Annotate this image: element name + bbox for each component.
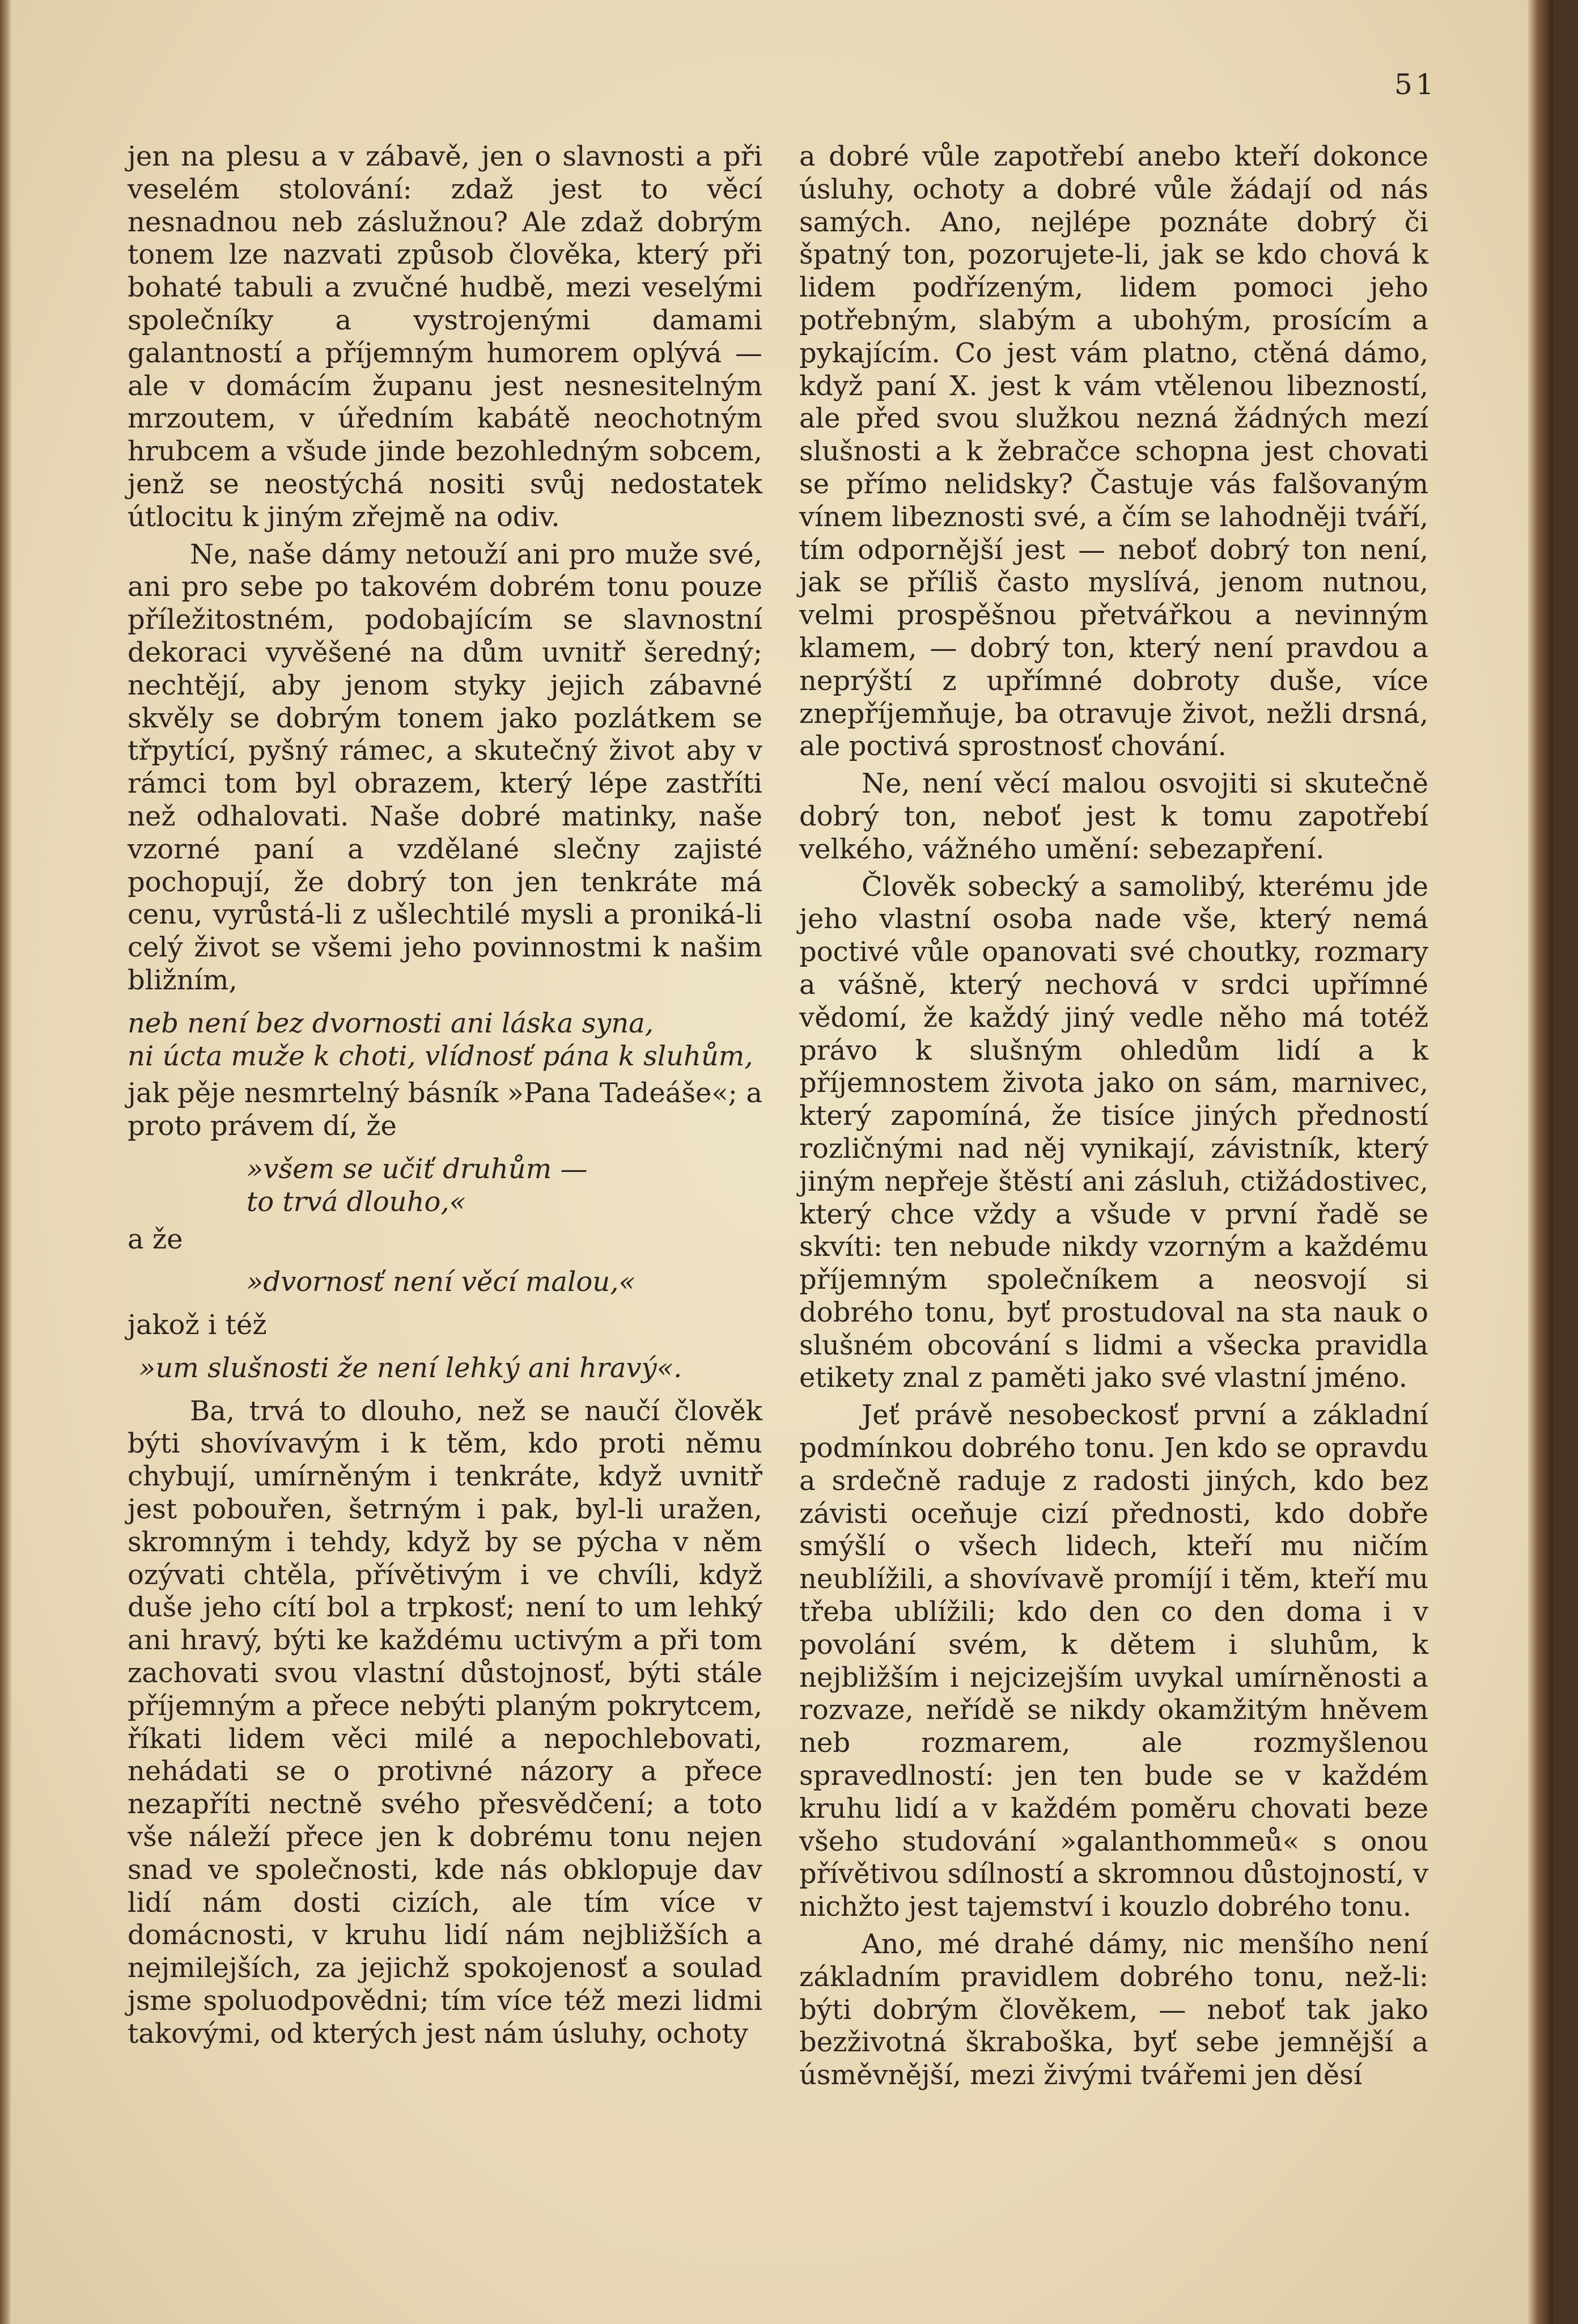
page-spine-shadow [0,0,12,2324]
right-column [799,141,1428,2092]
connector-text: a že [128,1223,183,1255]
verse-line: to trvá dlouho,« [247,1186,466,1218]
verse-line: neb není bez dvornosti ani láska syna, [128,1007,654,1039]
connector-text: jakož i též [128,1309,267,1341]
left-column [128,141,762,2051]
page-edge-shadow [1528,0,1553,2324]
verse-line: »všem se učiť druhům — [247,1153,588,1185]
page-number: 51 [1394,68,1437,101]
verse-line: ni úcta muže k choti, vlídnosť pána k sluhům, [128,1040,753,1072]
verse-line: »dvornosť není věcí malou,« [247,1266,635,1298]
paragraph: Ne, není věcí malou osvojiti si skutečně dobrý ton, neboť jest k tomu zapotřebí velkého, vážného umění: sebezapření. [799,768,1428,865]
paragraph: Ne, naše dámy netouží ani pro muže své, ani pro sebe po takovém dobrém tonu pouze příležitostném, podobajícím se slavnostní dekoraci vyvěšené na dům uvnitř šeredný; nechtějí, aby jenom styky jejich zábavné skvěly se dobrým tonem jako pozlátkem se třpytící, pyšný rámec, a skutečný život aby v rámci tom byl obrazem, který lépe zastříti než odhalovati. Naše dobré matinky, naše vzorné paní a vzdělané slečny zajisté pochopují, že dobrý ton jen tenkráte má cenu, vyrůstá-li z ušlechtilé mysli a proniká-li celý život se všemi jeho povinnostmi k našim bližním, [128,538,762,996]
paragraph: Ano, mé drahé dámy, nic menšího není základním pravidlem dobrého tonu, než-li: býti dobrým člověkem, — neboť tak jako bezživotná škraboška, byť sebe jemnější a úsměvnější, mezi živými tvářemi jen děsí [799,1928,1428,2092]
paragraph: Člověk sobecký a samolibý, kterému jde jeho vlastní osoba nade vše, který nemá poctivé vůle opanovati své choutky, rozmary a vášně, který nechová v srdci upřímné vědomí, že každý jiný vedle něho má totéž právo k slušným ohledům lidí a k příjemnostem života jako on sám, marnivec, který zapomíná, že tisíce jiných předností rozličnými nad něj vynikají, závistník, který jiným nepřeje štěstí ani zásluh, ctižádostivec, který chce vždy a všude v první řadě se skvíti: ten nebude nikdy vzorným a každému příjemným společníkem a neosvojí si dobrého tonu, byť prostudoval na sta nauk o slušném obcování s lidmi a všecka pravidla etikety znal z paměti jako své vlastní jméno. [799,870,1428,1394]
paragraph: a dobré vůle zapotřebí anebo kteří dokonce úsluhy, ochoty a dobré vůle žádají od nás samých. Ano, nejlépe poznáte dobrý či špatný ton, pozorujete-li, jak se kdo chová k lidem podřízeným, lidem pomoci jeho potřebným, slabým a ubohým, prosícím a pykajícím. Co jest vám platno, ctěná dámo, když paní X. jest k vám vtělenou libezností, ale před svou služkou nezná žádných mezí slušnosti a k žebračce schopna jest chovati se přímo nelidsky? Častuje vás falšovaným vínem libeznosti své, a čím se lahodněji tváří, tím odpornější jest — neboť dobrý ton není, jak se příliš často myslívá, jenom nutnou, velmi prospěšnou přetvářkou a nevinným klamem, — dobrý ton, který není pravdou a neprýští z upřímné dobroty duše, více znepříjemňuje, ba otravuje život, nežli drsná, ale poctivá sprostnosť chování. [799,141,1428,763]
paragraph: Ba, trvá to dlouho, než se naučí člověk býti shovívavým i k těm, kdo proti němu chybují, umírněným i tenkráte, když uvnitř jest pobouřen, šetrným i pak, byl-li uražen, skromným i tehdy, když by se pýcha v něm ozývati chtěla, přívětivým i ve chvíli, když duše jeho cítí bol a trpkosť; není to um lehký ani hravý, býti ke každému uctivým a při tom zachovati svou vlastní důstojnosť, býti stále příjemným a přece nebýti planým pokrytcem, říkati lidem věci milé a nepochlebovati, nehádati se o protivné názory a přece nezapříti nectně svého přesvědčení; a toto vše náleží přece jen k dobrému tonu nejen snad ve společnosti, kde nás obklopuje dav lidí nám dosti cizích, ale tím více v domácnosti, v kruhu lidí nám nejbližších a nejmilejších, za jejichž spokojenosť a soulad jsme spoluodpovědni; tím více též mezi lidmi takovými, od kterých jest nám úsluhy, ochoty [128,1395,762,2050]
paragraph: jak pěje nesmrtelný básník »Pana Tadeáše«; a proto právem dí, že [128,1077,762,1142]
paragraph: Jeť právě nesobeckosť první a základní podmínkou dobrého tonu. Jen kdo se opravdu a srdečně raduje z radosti jiných, kdo bez závisti oceňuje cizí přednosti, kdo dobře smýšlí o všech lidech, kteří mu ničím neublížili, a shovívavě promíjí i těm, kteří mu třeba ublížili; kdo den co den doma i v povolání svém, k dětem i sluhům, k nejbližším i nejcizejším uvykal umírněnosti a rozvaze, neřídě se nikdy okamžitým hněvem neb rozmarem, ale rozmyšlenou spravedlností: jen ten bude se v každém kruhu lidí a v každém poměru chovati beze všeho studování »galanthommeů« s onou přívětivou sdílností a skromnou důstojností, v nichžto jest tajemství i kouzlo dobrého tonu. [799,1399,1428,1923]
verse-line: »um slušnosti že není lehký ani hravý«. [139,1352,682,1384]
paragraph: jen na plesu a v zábavě, jen o slavnosti a při veselém stolování: zdaž jest to věcí nesnadnou neb záslužnou? Ale zdaž dobrým tonem lze nazvati způsob člověka, který při bohaté tabuli a zvučné hudbě, mezi veselými společníky a vystrojenými damami galantností a příjemným humorem oplývá — ale v domácím županu jest nesnesitelným mrzoutem, v úředním kabátě neochotným hrubcem a všude jinde bezohledným sobcem, jenž se neostýchá nositi svůj nedostatek útlocitu k jiným zřejmě na odiv. [128,141,762,533]
